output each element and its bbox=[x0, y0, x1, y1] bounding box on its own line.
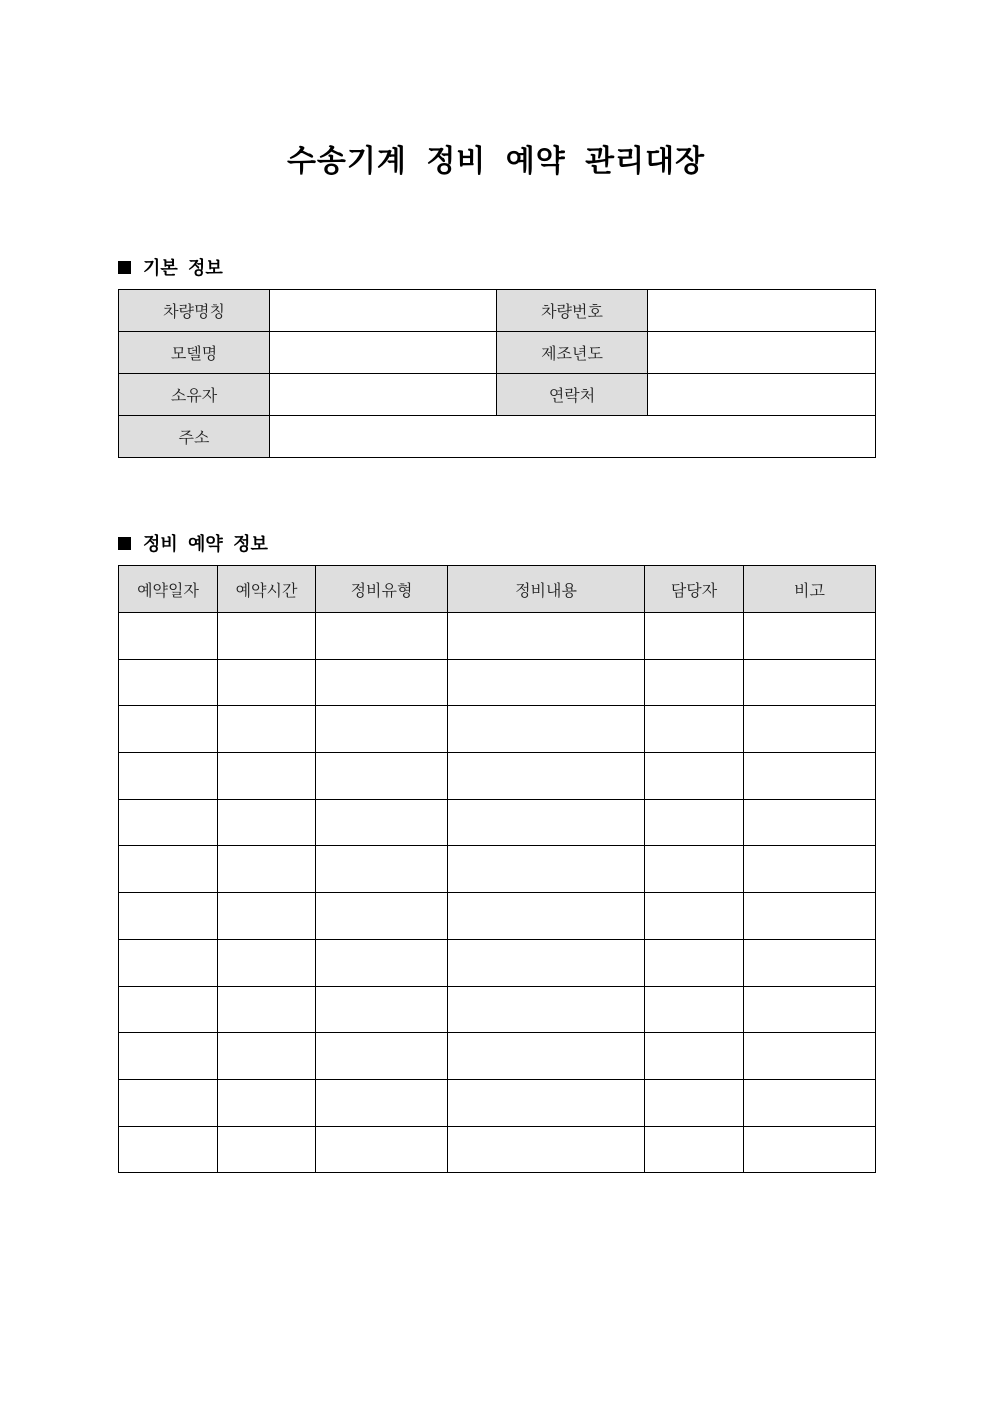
reservation-table bbox=[118, 565, 876, 1173]
table-cell[interactable] bbox=[218, 706, 316, 753]
table-cell[interactable] bbox=[119, 846, 218, 893]
table-cell[interactable] bbox=[218, 799, 316, 846]
table-cell[interactable] bbox=[316, 846, 448, 893]
field-label: 제조년도 bbox=[497, 332, 648, 374]
table-cell[interactable] bbox=[448, 1079, 645, 1126]
table-row bbox=[119, 1033, 876, 1080]
table-cell[interactable] bbox=[218, 846, 316, 893]
table-cell[interactable] bbox=[316, 1126, 448, 1173]
table-cell[interactable] bbox=[744, 986, 876, 1033]
table-cell[interactable] bbox=[316, 939, 448, 986]
table-cell[interactable] bbox=[744, 613, 876, 660]
table-cell[interactable] bbox=[119, 799, 218, 846]
table-cell[interactable] bbox=[119, 753, 218, 800]
table-cell[interactable] bbox=[645, 659, 744, 706]
section-heading-reservation-info bbox=[118, 530, 268, 556]
table-row bbox=[119, 753, 876, 800]
field-value-input[interactable] bbox=[648, 290, 876, 332]
table-row bbox=[119, 706, 876, 753]
table-cell[interactable] bbox=[744, 799, 876, 846]
table-cell[interactable] bbox=[744, 1079, 876, 1126]
table-cell[interactable] bbox=[218, 986, 316, 1033]
table-cell[interactable] bbox=[744, 706, 876, 753]
table-cell[interactable] bbox=[744, 893, 876, 940]
table-cell[interactable] bbox=[645, 753, 744, 800]
table-cell[interactable] bbox=[218, 1079, 316, 1126]
field-label: 모델명 bbox=[119, 332, 270, 374]
table-row bbox=[119, 1079, 876, 1126]
table-row bbox=[119, 893, 876, 940]
table-cell[interactable] bbox=[218, 753, 316, 800]
table-cell[interactable] bbox=[645, 846, 744, 893]
table-cell[interactable] bbox=[645, 613, 744, 660]
table-cell[interactable] bbox=[218, 893, 316, 940]
table-cell[interactable] bbox=[448, 799, 645, 846]
section-heading-label: 정비 예약 정보 bbox=[143, 534, 268, 555]
table-cell[interactable] bbox=[744, 846, 876, 893]
table-cell[interactable] bbox=[316, 1033, 448, 1080]
table-cell[interactable] bbox=[645, 1033, 744, 1080]
table-cell[interactable] bbox=[316, 986, 448, 1033]
square-bullet-icon bbox=[118, 261, 131, 274]
table-row bbox=[119, 1126, 876, 1173]
table-cell[interactable] bbox=[316, 706, 448, 753]
table-cell[interactable] bbox=[448, 1033, 645, 1080]
table-cell[interactable] bbox=[448, 939, 645, 986]
table-cell[interactable] bbox=[448, 1126, 645, 1173]
table-cell[interactable] bbox=[448, 659, 645, 706]
column-header: 비고 bbox=[744, 566, 876, 613]
table-cell[interactable] bbox=[744, 753, 876, 800]
table-cell[interactable] bbox=[119, 986, 218, 1033]
table-cell[interactable] bbox=[316, 613, 448, 660]
table-row bbox=[119, 939, 876, 986]
basic-info-row bbox=[119, 332, 876, 374]
basic-info-row bbox=[119, 374, 876, 416]
table-cell[interactable] bbox=[645, 799, 744, 846]
table-cell[interactable] bbox=[119, 1126, 218, 1173]
table-cell[interactable] bbox=[218, 1126, 316, 1173]
table-cell[interactable] bbox=[744, 1126, 876, 1173]
table-cell[interactable] bbox=[448, 753, 645, 800]
table-row bbox=[119, 659, 876, 706]
column-header: 예약일자 bbox=[119, 566, 218, 613]
table-cell[interactable] bbox=[448, 846, 645, 893]
field-label: 차량명칭 bbox=[119, 290, 270, 332]
basic-info-table bbox=[118, 289, 876, 458]
column-header: 예약시간 bbox=[218, 566, 316, 613]
column-header: 정비내용 bbox=[448, 566, 645, 613]
table-cell[interactable] bbox=[218, 613, 316, 660]
table-cell[interactable] bbox=[119, 706, 218, 753]
table-cell[interactable] bbox=[316, 893, 448, 940]
square-bullet-icon bbox=[118, 537, 131, 550]
table-cell[interactable] bbox=[119, 659, 218, 706]
table-row bbox=[119, 986, 876, 1033]
basic-info-row bbox=[119, 290, 876, 332]
field-value-input[interactable] bbox=[270, 332, 497, 374]
table-cell[interactable] bbox=[218, 939, 316, 986]
table-cell[interactable] bbox=[645, 893, 744, 940]
table-cell[interactable] bbox=[645, 986, 744, 1033]
section-heading-label: 기본 정보 bbox=[143, 258, 223, 279]
field-value-input[interactable] bbox=[648, 332, 876, 374]
field-label: 소유자 bbox=[119, 374, 270, 416]
table-cell[interactable] bbox=[316, 1079, 448, 1126]
table-cell[interactable] bbox=[448, 893, 645, 940]
table-cell[interactable] bbox=[448, 706, 645, 753]
field-value-input[interactable] bbox=[270, 374, 497, 416]
table-cell[interactable] bbox=[645, 1079, 744, 1126]
address-row bbox=[119, 416, 876, 458]
address-value-input[interactable] bbox=[270, 416, 876, 458]
table-cell[interactable] bbox=[744, 1033, 876, 1080]
column-header: 정비유형 bbox=[316, 566, 448, 613]
table-cell[interactable] bbox=[218, 1033, 316, 1080]
table-header-row bbox=[119, 566, 876, 613]
table-cell[interactable] bbox=[119, 893, 218, 940]
table-cell[interactable] bbox=[119, 1033, 218, 1080]
field-value-input[interactable] bbox=[270, 290, 497, 332]
column-header: 담당자 bbox=[645, 566, 744, 613]
address-label: 주소 bbox=[119, 416, 270, 458]
table-cell[interactable] bbox=[744, 939, 876, 986]
table-cell[interactable] bbox=[316, 659, 448, 706]
table-cell[interactable] bbox=[744, 659, 876, 706]
table-cell[interactable] bbox=[448, 986, 645, 1033]
table-cell[interactable] bbox=[645, 706, 744, 753]
table-cell[interactable] bbox=[119, 613, 218, 660]
table-row bbox=[119, 613, 876, 660]
table-row bbox=[119, 799, 876, 846]
table-cell[interactable] bbox=[316, 799, 448, 846]
document-title: 수송기계 정비 예약 관리대장 bbox=[286, 144, 706, 179]
table-cell[interactable] bbox=[448, 613, 645, 660]
table-cell[interactable] bbox=[119, 939, 218, 986]
section-heading-basic-info bbox=[118, 254, 223, 280]
table-row bbox=[119, 846, 876, 893]
table-cell[interactable] bbox=[316, 753, 448, 800]
field-label: 차량번호 bbox=[497, 290, 648, 332]
field-value-input[interactable] bbox=[648, 374, 876, 416]
field-label: 연락처 bbox=[497, 374, 648, 416]
table-cell[interactable] bbox=[119, 1079, 218, 1126]
table-cell[interactable] bbox=[218, 659, 316, 706]
table-cell[interactable] bbox=[645, 1126, 744, 1173]
table-cell[interactable] bbox=[645, 939, 744, 986]
